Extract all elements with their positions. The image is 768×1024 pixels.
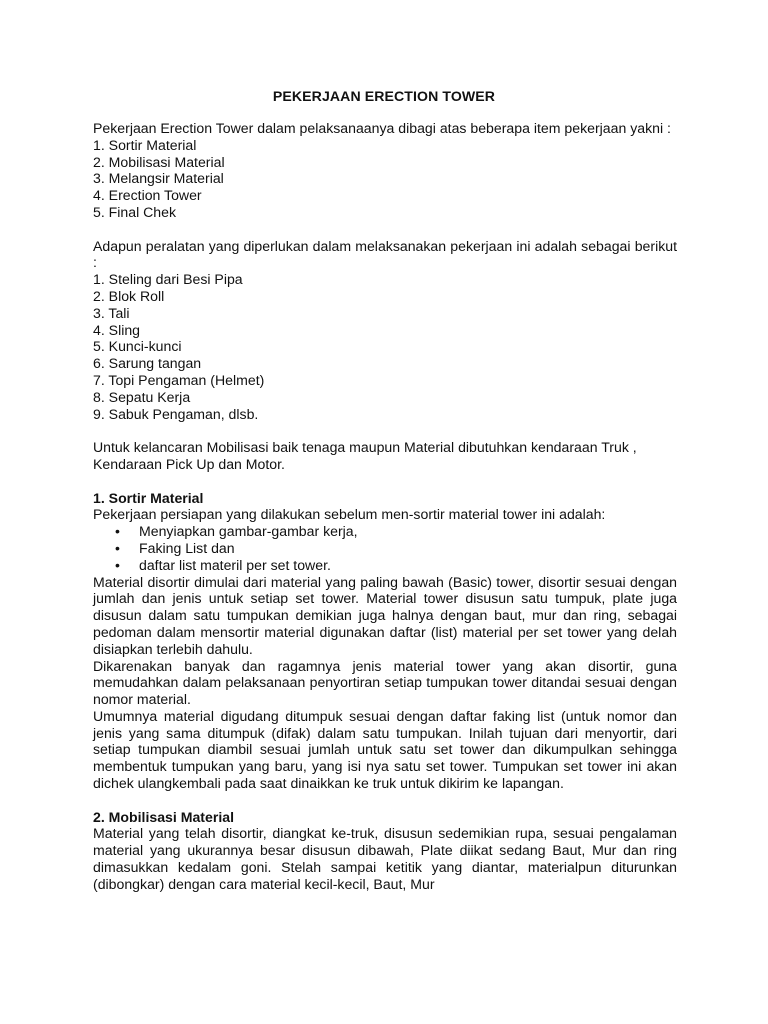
equipment-list bbox=[93, 271, 677, 422]
section2-heading: 2. Mobilisasi Material bbox=[93, 808, 234, 825]
list-item bbox=[115, 523, 677, 540]
section1-lead: Pekerjaan persiapan yang dilakukan sebelum men-sortir material tower ini adalah: bbox=[93, 506, 606, 523]
list-item: 1. Steling dari Besi Pipa bbox=[93, 271, 243, 288]
equipment-paragraph: Adapun peralatan yang diperlukan dalam melaksanakan pekerjaan ini adalah sebagai berikut : bbox=[93, 237, 677, 271]
document-title: PEKERJAAN ERECTION TOWER bbox=[272, 88, 496, 104]
spacer bbox=[93, 473, 677, 490]
list-item bbox=[115, 540, 677, 557]
section2-paragraph: Material yang telah disortir, diangkat ke-truk, disusun sedemikian rupa, sesuai pengalaman material yang ukurannya besar disusun dibawah, Plate diikat sedang Baut, Mur dan ring dimasukkan kedalam goni. Stelah sampai ketitik yang diantar, materialpun diturunkan (dibongkar) dengan cara material kecil-kecil, Baut, Mur bbox=[93, 825, 677, 892]
list-item: 9. Sabuk Pengaman, dlsb. bbox=[93, 405, 259, 422]
list-item: 3. Melangsir Material bbox=[93, 170, 224, 187]
bullet-text: Menyiapkan gambar-gambar kerja, bbox=[139, 523, 358, 540]
spacer bbox=[93, 792, 677, 809]
bullet-text: Faking List dan bbox=[139, 539, 235, 556]
work-items-list bbox=[93, 137, 677, 221]
list-item bbox=[115, 557, 677, 574]
bullet-icon: • bbox=[115, 556, 120, 573]
mobilization-note: Untuk kelancaran Mobilisasi baik tenaga maupun Material dibutuhkan kendaraan Truk , Kendaraan Pick Up dan Motor. bbox=[93, 439, 637, 472]
list-item: 6. Sarung tangan bbox=[93, 355, 202, 372]
section1-paragraph: Umumnya material digudang ditumpuk sesuai dengan daftar faking list (untuk nomor dan jenis yang sama ditumpuk (difak) dalam satu tumpukan. Inilah tujuan dari menyortir, dari setiap tumpukan diambil sesuai jumlah untuk satu set tower dan dikumpulkan sehingga membentuk tumpukan yang baru, yang isi nya satu set tower. Tumpukan set tower ini akan dichek ulangkembali pada saat dinaikkan ke truk untuk dikirim ke lapangan. bbox=[93, 707, 677, 792]
list-item: 5. Final Chek bbox=[93, 203, 177, 220]
list-item: 2. Mobilisasi Material bbox=[93, 153, 225, 170]
list-item: 8. Sepatu Kerja bbox=[93, 388, 191, 405]
bullet-text: daftar list materil per set tower. bbox=[139, 556, 331, 573]
bullet-icon: • bbox=[115, 523, 120, 540]
list-item: 7. Topi Pengaman (Helmet) bbox=[93, 371, 265, 388]
spacer bbox=[93, 422, 677, 439]
spacer bbox=[93, 221, 677, 238]
list-item: 5. Kunci-kunci bbox=[93, 338, 182, 355]
list-item: 1. Sortir Material bbox=[93, 136, 197, 153]
section1-heading: 1. Sortir Material bbox=[93, 489, 204, 506]
list-item: 4. Erection Tower bbox=[93, 187, 202, 204]
list-item: 3. Tali bbox=[93, 304, 130, 321]
preparation-bullet-list bbox=[93, 523, 677, 573]
intro-paragraph: Pekerjaan Erection Tower dalam pelaksanaanya dibagi atas beberapa item pekerjaan yakni : bbox=[93, 120, 671, 136]
list-item: 2. Blok Roll bbox=[93, 287, 165, 304]
document-body bbox=[93, 120, 677, 893]
section1-paragraph: Dikarenakan banyak dan ragamnya jenis material tower yang akan disortir, guna memudahkan dalam pelaksanaan penyortiran setiap tumpukan tower ditandai sesuai dengan nomor material. bbox=[93, 657, 677, 708]
bullet-icon: • bbox=[115, 539, 120, 556]
list-item: 4. Sling bbox=[93, 321, 141, 338]
section1-paragraph: Material disortir dimulai dari material yang paling bawah (Basic) tower, disortir sesuai dengan jumlah dan jenis untuk setiap set tower. Material tower disusun satu tumpuk, plate juga disusun dalam satu tumpukan demikian juga halnya dengan baut, mur dan ring, sebagai pedoman dalam mensortir material digunakan daftar (list) material per set tower yang delah disiapkan terlebih dahulu. bbox=[93, 573, 677, 657]
